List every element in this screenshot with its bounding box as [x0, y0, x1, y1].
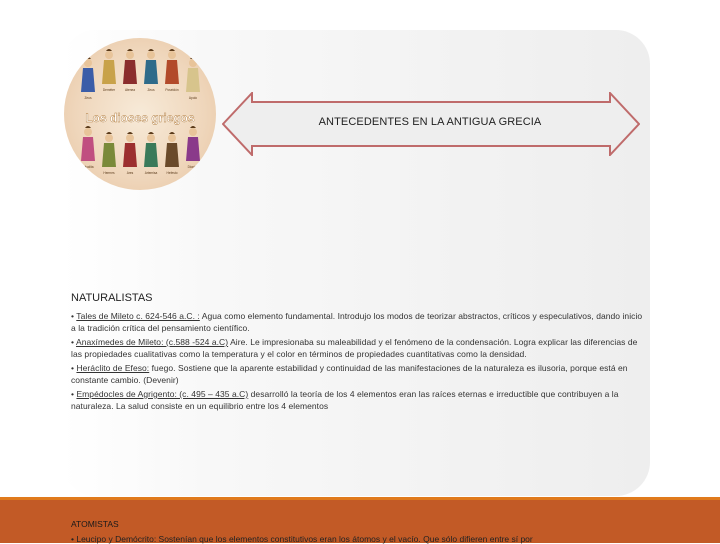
god-name: Afrodita	[82, 165, 94, 169]
god-name: Atenea	[124, 88, 136, 92]
item-text: fuego. Sostiene que la aparente estabilidad y continuidad de las manifestaciones de la naturaleza es ilusoria, porque está en constante cambio. (Devenir)	[71, 363, 628, 385]
god-name: Ares	[126, 171, 134, 175]
section-title: NATURALISTAS	[71, 292, 153, 304]
god-figure	[144, 132, 158, 175]
god-name: Deméter	[102, 88, 116, 92]
god-figure	[102, 132, 116, 175]
philosopher-name: Empédocles de Agrigento: (c. 495 – 435 a.C)	[76, 389, 249, 399]
god-name: Apolo	[188, 96, 198, 100]
list-item	[71, 311, 649, 334]
god-figure	[81, 57, 95, 100]
god-figure	[81, 126, 95, 169]
item-text: Aire. Le impresionaba su maleabilidad y el fenómeno de la condensación. Logra explicar las diferencias de las propiedades cualitativas como la temperatura y el color en términos de propiedades cuantitativas como la densidad.	[71, 337, 638, 359]
list-item	[71, 363, 649, 386]
god-figure	[165, 49, 179, 92]
image-caption: Los dioses griegos	[85, 111, 195, 125]
god-name: Zeus	[147, 88, 155, 92]
greek-gods-image	[64, 38, 216, 190]
atomistas-text: • Leucipo y Demócrito: Sostenían que los elementos constitutivos eran los átomos y el vacío. Que sólo difieren entre sí por	[71, 534, 533, 544]
philosopher-name: Heráclito de Efeso:	[76, 363, 150, 373]
bullet: •	[71, 363, 75, 373]
god-figure	[123, 132, 137, 175]
god-name: Dioniso	[187, 165, 199, 169]
god-figure	[144, 49, 158, 92]
item-text: Agua como elemento fundamental. Introdujo los modos de teorizar abstractos, críticos y especulativos, dando inicio a la tradición crítica del pensamiento científico.	[71, 311, 643, 333]
god-figure	[123, 49, 137, 92]
god-figure	[165, 132, 179, 175]
bullet: •	[71, 311, 75, 321]
item-text: desarrolló la teoría de los 4 elementos eran las raíces eternas e irreductible que contribuyen a la naturaleza. La salud consiste en un equilibrio entre los 4 elementos	[71, 389, 619, 411]
bullet: •	[71, 337, 75, 347]
god-figure	[186, 126, 200, 169]
god-name: Poseidón	[165, 88, 179, 92]
atomistas-title: ATOMISTAS	[71, 519, 119, 529]
philosopher-name: Tales de Mileto c. 624-546 a.C. :	[76, 311, 200, 321]
god-figure	[186, 57, 200, 100]
god-name: Hermes	[103, 171, 115, 175]
list-item	[71, 337, 649, 360]
god-name: Hefesto	[166, 171, 178, 175]
naturalistas-section	[71, 292, 649, 415]
philosopher-name: Anaxímedes de Mileto: (c.588 -524 a.C)	[75, 337, 229, 347]
arrow-label: ANTECEDENTES EN LA ANTIGUA GRECIA	[318, 116, 542, 128]
list-item	[71, 389, 649, 412]
god-figure	[102, 49, 116, 92]
bullet: •	[71, 389, 75, 399]
god-name: Artemisa	[144, 171, 158, 175]
god-name: Zeus	[84, 96, 92, 100]
